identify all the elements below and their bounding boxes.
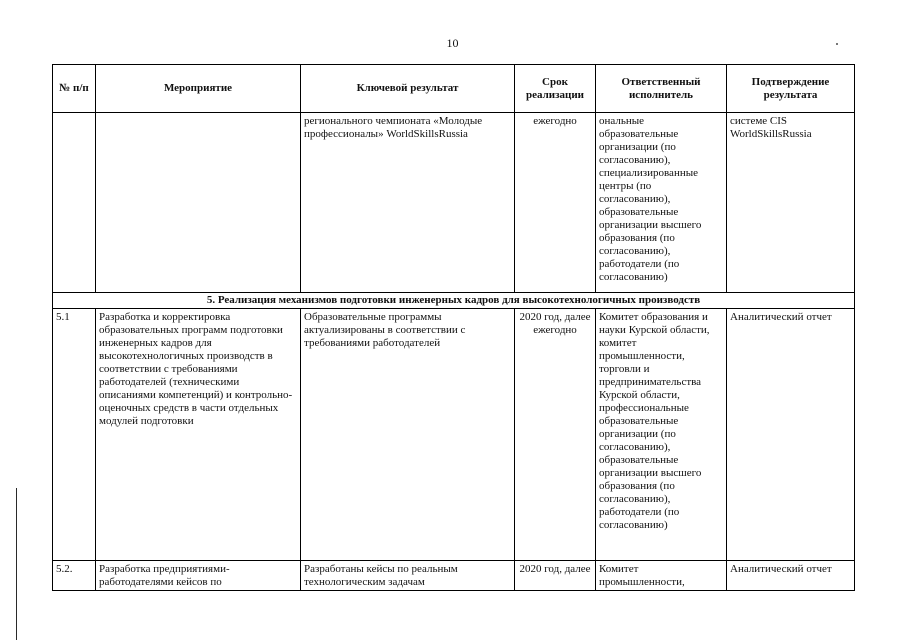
header-term: Срок реализации <box>515 65 596 113</box>
cell-number <box>53 113 96 293</box>
cell-responsible: ональные образовательные организации (по согласованию), специализированные центры (по согласованию), образовательные организации высшего образования (по согласованию), работодатели (по согласованию) <box>596 113 727 293</box>
cell-event: Разработка и корректировка образовательных программ подготовки инженерных кадров для высокотехнологичных производств в соответствии с требованиями работодателей (техническими описаниями компетенций) и контрольно-оценочных средств в части отдельных модулей подготовки <box>96 309 301 561</box>
cell-event: Разработка предприятиями-работодателями кейсов по <box>96 561 301 591</box>
cell-result: Образовательные программы актуализированы в соответствии с требованиями работодателей <box>301 309 515 561</box>
cell-number: 5.2. <box>53 561 96 591</box>
cell-term: 2020 год, далее ежегодно <box>515 309 596 561</box>
plan-table-container <box>52 64 854 591</box>
table-row <box>53 309 855 561</box>
header-event: Мероприятие <box>96 65 301 113</box>
table-header-row <box>53 65 855 113</box>
section-title: 5. Реализация механизмов подготовки инженерных кадров для высокотехнологичных производств <box>53 293 855 309</box>
header-key-result: Ключевой результат <box>301 65 515 113</box>
cell-confirmation: Аналитический отчет <box>727 561 855 591</box>
cell-confirmation: системе CIS WorldSkillsRussia <box>727 113 855 293</box>
cell-confirmation: Аналитический отчет <box>727 309 855 561</box>
scan-margin-line <box>16 488 17 640</box>
header-number: № п/п <box>53 65 96 113</box>
scan-dot <box>836 43 838 45</box>
header-responsible: Ответственный исполнитель <box>596 65 727 113</box>
cell-responsible: Комитет образования и науки Курской области, комитет промышленности, торговли и предпринимательства Курской области, профессиональные образовательные организации (по согласованию), образовательные организации высшего образования (по согласованию), работодатели (по согласованию) <box>596 309 727 561</box>
cell-event <box>96 113 301 293</box>
cell-term: 2020 год, далее <box>515 561 596 591</box>
cell-term: ежегодно <box>515 113 596 293</box>
header-confirmation: Подтверждение результата <box>727 65 855 113</box>
cell-number: 5.1 <box>53 309 96 561</box>
cell-result: регионального чемпионата «Молодые профессионалы» WorldSkillsRussia <box>301 113 515 293</box>
page-number: 10 <box>446 36 459 50</box>
table-row-continuation <box>53 113 855 293</box>
cell-responsible: Комитет промышленности, <box>596 561 727 591</box>
table-row <box>53 561 855 591</box>
section-row <box>53 293 855 309</box>
plan-table <box>52 64 855 591</box>
cell-result: Разработаны кейсы по реальным технологическим задачам <box>301 561 515 591</box>
